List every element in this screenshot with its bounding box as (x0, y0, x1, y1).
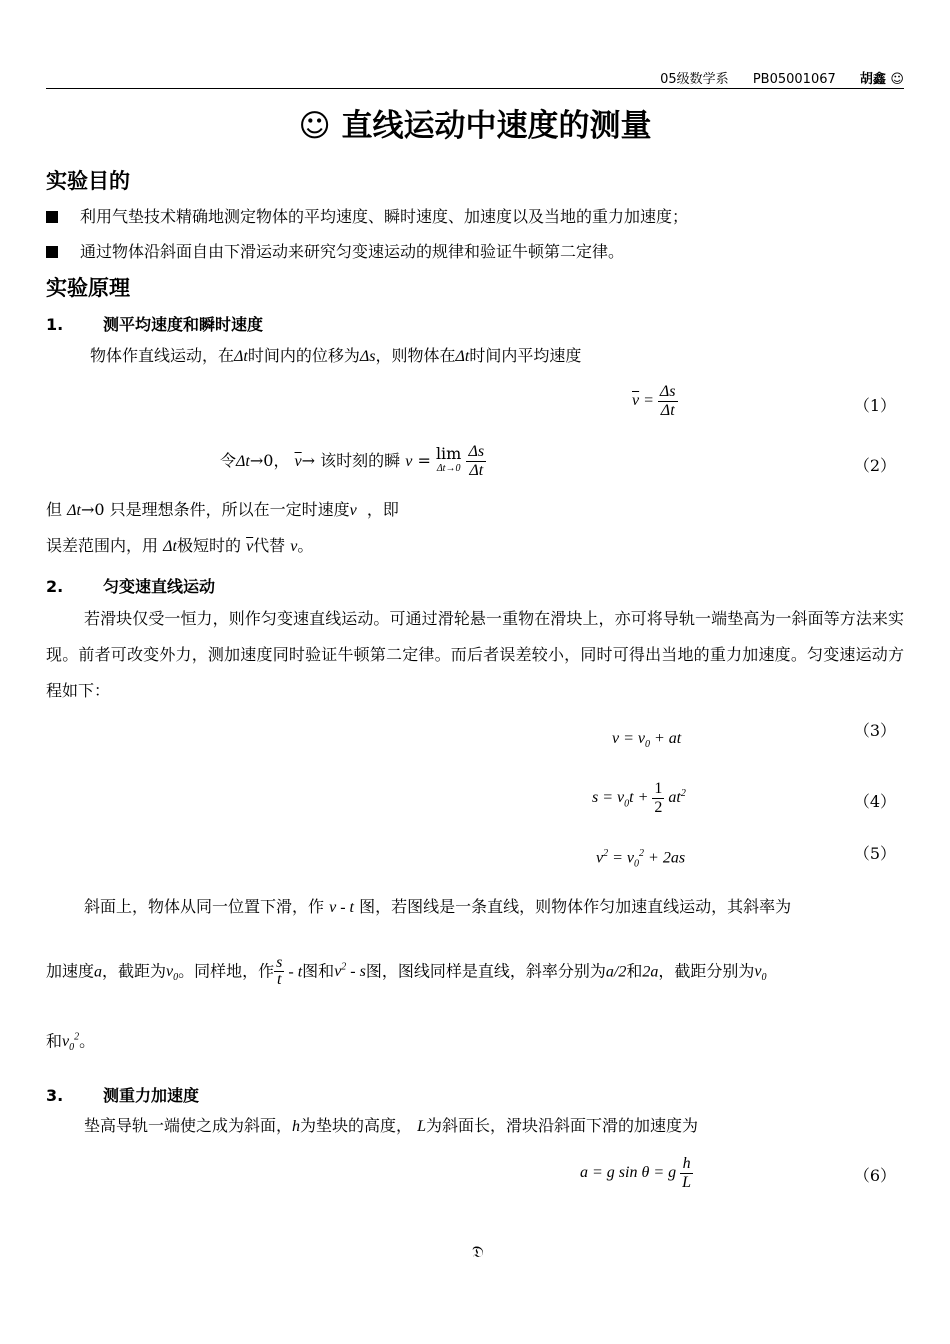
paragraph-7: 和$v_0^2$。 (46, 1031, 96, 1054)
paragraph-4: 若滑块仅受一恒力，则作匀变速直线运动。可通过滑轮悬一重物在滑块上，亦可将导轨一端垫高为一斜面等方法来实现。前者可改变外力，测加速度同时验证牛顿第二定律。而后者误差较小，同时可得出当地的重力加速度。匀变速运动方程如下： (46, 609, 904, 700)
paragraph-1: 物体作直线运动，在Δt时间内的位移为Δs，则物体在Δt时间内平均速度 (90, 346, 582, 365)
section-purpose-title: 实验目的 (46, 169, 130, 193)
page-title: ☺ 直线运动中速度的测量 (298, 108, 652, 144)
equation-5: $v^2 = v_0^2 + 2as$ (596, 848, 686, 870)
page-header (640, 68, 904, 87)
equation-number-2: （2） (853, 456, 896, 475)
subsection-3: 3. 测重力加速度 (46, 1086, 200, 1105)
equation-1: $\overline{v}$ = $\frac{\Delta s}{\Delta t}$ (632, 383, 676, 419)
equation-number-3: （3） (853, 721, 896, 740)
paragraph-2: 但 Δt→0 只是理想条件，所以在一定时速度v ，即 (46, 500, 399, 519)
subsection-1: 1. 测平均速度和瞬时速度 (46, 315, 264, 334)
equation-2: 令Δt→0， $\overline{v}\to$ 该时刻的瞬 v = lim Δt→0 $\frac{\Delta s}{\Delta t}$ (220, 443, 485, 479)
equation-number-1: （1） (853, 396, 896, 415)
equation-number-4: （4） (853, 792, 896, 811)
header-dept: 05级数学系 (660, 72, 729, 87)
paragraph-8: 垫高导轨一端使之成为斜面，h为垫块的高度， L为斜面长，滑块沿斜面下滑的加速度为 (84, 1116, 699, 1135)
header-author: 胡鑫 ☺ (859, 72, 904, 87)
bullet-square-icon (46, 211, 58, 223)
header-id: PB05001067 (752, 72, 836, 87)
equation-number-5: （5） (853, 844, 896, 863)
header-rule (46, 88, 904, 89)
bullet-square-icon (46, 246, 58, 258)
paragraph-3: 误差范围内，用 Δt极短时的 $\overline{v}$代替 v。 (46, 536, 314, 555)
equation-3: $v = v_0$ + at (612, 730, 682, 751)
page-number: 𝔇 (472, 1242, 484, 1261)
paragraph-5: 斜面上，物体从同一位置下滑，作 v - t 图，若图线是一条直线，则物体作匀加速直线运动，其斜率为 (84, 897, 792, 916)
purpose-item-2: 通过物体沿斜面自由下滑运动来研究匀变速运动的规律和验证牛顿第二定律。 (46, 239, 624, 262)
paragraph-6: 加速度a，截距为$v_0$。同样地，作 $\frac{s}{t}$ - t图和$v^2$ - s图，图线同样是直线，斜率分别为a/2和2a，截距分别为$v_0$ (46, 954, 767, 989)
subsection-2: 2. 匀变速直线运动 (46, 577, 216, 596)
equation-number-6: （6） (853, 1166, 896, 1185)
purpose-item-1: 利用气垫技术精确地测定物体的平均速度、瞬时速度、加速度以及当地的重力加速度； (46, 204, 688, 227)
equation-6: a = g sin θ = g $\frac{h}{L}$ (580, 1155, 692, 1191)
section-principle-title: 实验原理 (46, 276, 130, 300)
equation-4: $s = v_0t$ + $\frac{1}{2}$ $at^2$ (592, 780, 686, 816)
